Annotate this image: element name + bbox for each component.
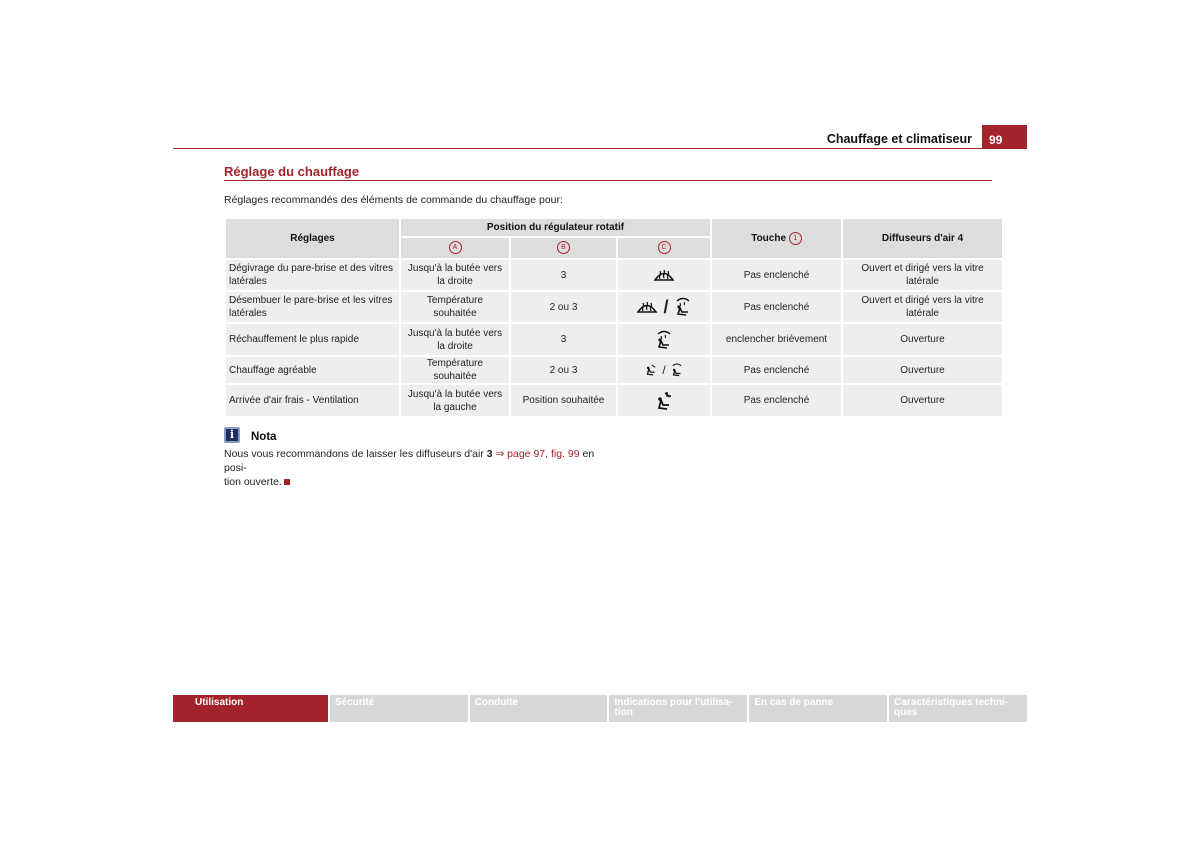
info-icon: i (224, 427, 240, 443)
chapter-tabs (173, 695, 1027, 722)
slash-separator: / (663, 296, 669, 317)
section-title: Réglage du chauffage (224, 164, 360, 179)
row-knob-a: Jusqu'à la butée vers la gauche (400, 384, 510, 417)
row-knob-b: 2 ou 3 (510, 291, 617, 323)
upper-body-airflow-icon (654, 395, 674, 406)
row-vents: Ouverture (842, 356, 1003, 384)
row-button: Pas enclenché (711, 291, 842, 323)
tab-conduite[interactable]: Conduite (470, 695, 608, 722)
tab-utilisation[interactable]: Utilisation (173, 695, 328, 722)
tab-securite[interactable]: Sécurité (330, 695, 468, 722)
row-label: Arrivée d'air frais - Ventilation (225, 384, 400, 417)
heating-settings-table (224, 217, 1004, 418)
table-row (225, 384, 1003, 417)
row-button: Pas enclenché (711, 259, 842, 291)
tab-panne[interactable]: En cas de panne (749, 695, 887, 722)
header-rotary-position: Position du régulateur rotatif (400, 218, 711, 237)
page-number: 99 (982, 125, 1027, 149)
feet-airflow-icon (644, 365, 661, 376)
header-knob-a (400, 237, 510, 259)
windshield-defrost-icon (653, 270, 675, 281)
header-vents: Diffuseurs d'air 4 (842, 218, 1003, 259)
end-of-section-marker (284, 479, 290, 485)
windshield-defrost-icon (636, 302, 661, 313)
table-row (225, 323, 1003, 356)
note-text-after: en posi- (224, 448, 595, 474)
section-rule (224, 180, 992, 181)
row-knob-b: 3 (510, 259, 617, 291)
table-row (225, 356, 1003, 384)
row-label: Désembuer le pare-brise et les vitres latérales (225, 291, 400, 323)
row-knob-c (617, 323, 711, 356)
note-text-before: Nous vous recommandons de laisser les diffuseurs d'air (224, 448, 487, 460)
note-title: Nota (251, 431, 277, 443)
button-ref-marker: 1 (789, 232, 802, 245)
slash-separator: / (662, 362, 666, 377)
note-vent-number: 3 (486, 448, 493, 460)
row-knob-c (617, 384, 711, 417)
row-vents: Ouvert et dirigé vers la vitre latérale (842, 259, 1003, 291)
header-button (711, 218, 842, 259)
row-button: Pas enclenché (711, 356, 842, 384)
row-vents: Ouvert et dirigé vers la vitre latérale (842, 291, 1003, 323)
header-settings: Réglages (225, 218, 400, 259)
row-knob-c (617, 259, 711, 291)
row-label: Chauffage agréable (225, 356, 400, 384)
row-knob-c (617, 291, 711, 323)
header-button-label: Touche (751, 233, 787, 245)
chapter-title: Chauffage et climatiseur (826, 132, 972, 146)
note-text-line2: tion ouverte. (224, 476, 282, 488)
header-rule (173, 148, 1027, 149)
row-knob-a: Température souhaitée (400, 291, 510, 323)
row-knob-b: 2 ou 3 (510, 356, 617, 384)
row-button: Pas enclenché (711, 384, 842, 417)
note-text (224, 447, 604, 489)
table-row (225, 259, 1003, 291)
tab-caracteristiques[interactable]: Caractéristiques techni- ques (889, 695, 1027, 722)
table-row (225, 291, 1003, 323)
row-knob-c (617, 356, 711, 384)
row-vents: Ouverture (842, 323, 1003, 356)
row-knob-a: Jusqu'à la butée vers la droite (400, 323, 510, 356)
row-label: Dégivrage du pare-brise et des vitres latérales (225, 259, 400, 291)
header-knob-c (617, 237, 711, 259)
row-label: Réchauffement le plus rapide (225, 323, 400, 356)
row-knob-b: 3 (510, 323, 617, 356)
page-reference-link[interactable]: ⇒ page 97, fig. 99 (495, 448, 580, 460)
row-knob-b: Position souhaitée (510, 384, 617, 417)
row-vents: Ouverture (842, 384, 1003, 417)
row-button: enclencher brièvement (711, 323, 842, 356)
section-intro: Réglages recommandés des éléments de commande du chauffage pour: (224, 194, 563, 206)
feet-windshield-airflow-icon (672, 302, 693, 313)
row-knob-a: Température souhaitée (400, 356, 510, 384)
knob-b-marker: B (557, 241, 570, 254)
knob-c-marker: C (658, 241, 671, 254)
header-knob-b (510, 237, 617, 259)
feet-windshield-airflow-icon (668, 365, 685, 376)
knob-a-marker: A (449, 241, 462, 254)
tab-indications[interactable]: Indications pour l'utilisa- tion (609, 695, 747, 722)
row-knob-a: Jusqu'à la butée vers la droite (400, 259, 510, 291)
feet-windshield-airflow-icon (655, 334, 673, 345)
